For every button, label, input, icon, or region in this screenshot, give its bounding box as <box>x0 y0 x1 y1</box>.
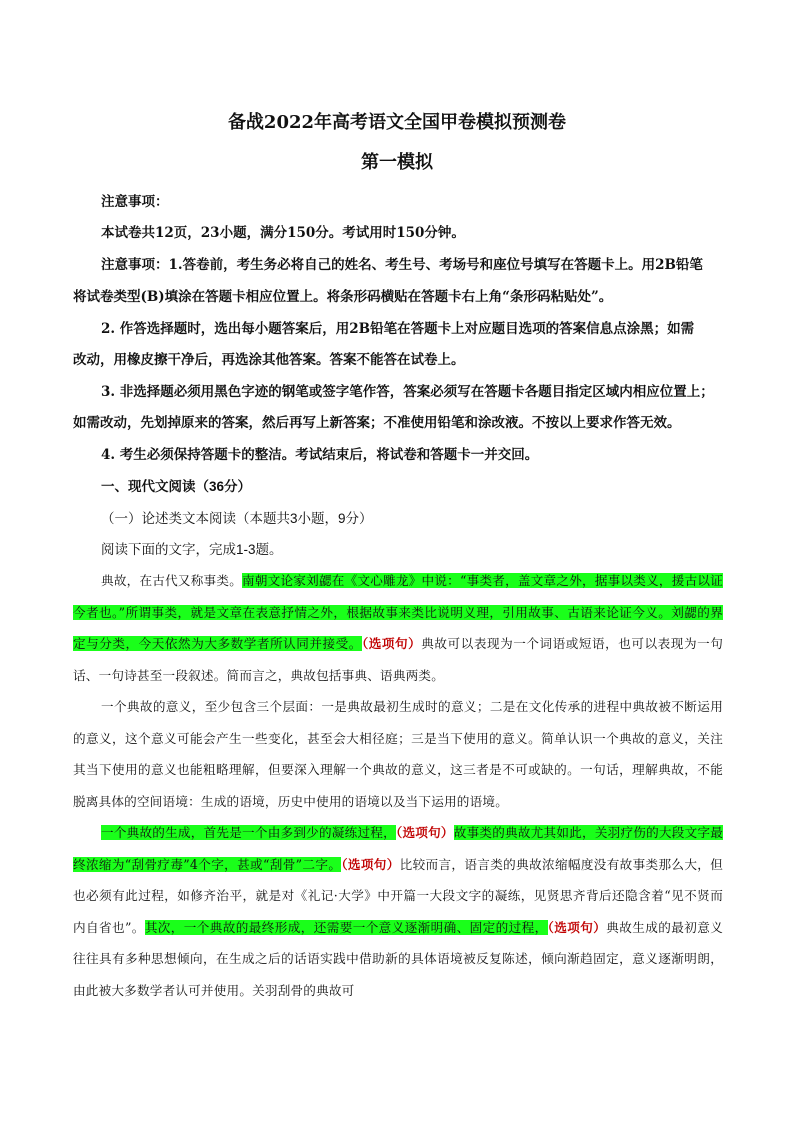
section-heading: 一、现代文阅读（36分） <box>101 479 252 494</box>
notice-item-1b: 将试卷类型(B)填涂在答题卡相应位置上。将条形码横贴在答题卡右上角“条形码粘贴处”。 <box>73 289 613 305</box>
notice-item-3b: 如需改动，先划掉原来的答案，然后再写上新答案；不准使用铅笔和涂改液。不按以上要求作答无效。 <box>73 415 681 431</box>
passage-text: 一个典故的意义，至少包含三个层面：一是典故最初生成时的意义；二是在文化传承的进程中典故被不断运用的意义，这个意义可能会产生一些变化，甚至会大相径庭；三是当下使用的意义。简单认识一个典故的意义，关注其当下使用的意义也能粗略理解，但要深入理解一个典故的意义，这三者是不可或缺的。一句话，理解典故，不能脱离具体的空间语境：生成的语境，历史中使用的语境以及当下运用的语境。 <box>73 699 723 809</box>
passage-text: 比较而言，语言类的典故浓缩幅度没有故事类那么大，但也必须有此过程，如修齐治平，就是对《礼记·大学》中开篇一大段文字的凝练，见贤思齐背后还隐含着“见不贤而内自省也”。 <box>73 856 724 935</box>
option-sentence-tag: （选项句） <box>395 825 454 840</box>
passage-paragraph-3 <box>73 817 723 1007</box>
notice-item-3a: 3. 非选择题必须用黑色字迹的钢笔或签字笔作答，答案必须写在答题卡各题目指定区域内相应位置上； <box>101 384 714 400</box>
exam-title: 备战2022年高考语文全国甲卷模拟预测卷 <box>227 112 567 133</box>
passage-text: 典故生成的最初意义往往具有多种思想倾向，在生成之后的话语实践中借助新的具体语境被反复陈述，倾向渐趋固定，意义逐渐明朗，由此被大多数学者认可并使用。关羽刮骨的典故可 <box>73 919 724 998</box>
notice-item-2b: 改动，用橡皮擦干净后，再选涂其他答案。答案不能答在试卷上。 <box>73 352 465 368</box>
option-sentence-tag: （选项句） <box>341 856 400 872</box>
notice-summary: 本试卷共12页，23小题，满分150分。考试用时150分钟。 <box>101 225 465 241</box>
notice-item-1a: 注意事项：1.答卷前，考生务必将自己的姓名、考生号、考场号和座位号填写在答题卡上。用2B铅笔 <box>101 257 703 273</box>
passage-text: 典故可以表现为一个词语或短语，也可以表现为一句话、一句诗甚至一段叙述。简而言之，典故包括事典、语典两类。 <box>73 636 724 683</box>
passage-paragraph-2 <box>73 691 723 817</box>
notice-item-4: 4. 考生必须保持答题卡的整洁。考试结束后，将试卷和答题卡一并交回。 <box>101 447 539 463</box>
option-sentence-tag: （选项句） <box>361 636 422 652</box>
option-sentence-tag: （选项句） <box>547 919 607 935</box>
section-sub-heading: （一）论述类文本阅读（本题共3小题，9分） <box>101 511 373 526</box>
exam-subtitle: 第一模拟 <box>361 152 433 173</box>
passage-paragraph-1 <box>73 565 723 691</box>
highlighted-sentence: 故事类的典故尤其如此，关羽疗伤的大段文字最终浓缩为“刮骨疗毒”4个字，甚或“刮骨”二字。 <box>73 825 724 872</box>
passage-text: 典故，在古代又称事类。 <box>101 573 243 588</box>
section-instruction: 阅读下面的文字，完成1-3题。 <box>101 542 283 557</box>
notice-item-2a: 2. 作答选择题时，选出每小题答案后，用2B铅笔在答题卡上对应题目选项的答案信息点涂黑；如需 <box>101 321 695 337</box>
highlighted-quote: 南朝文论家刘勰在《文心雕龙》中说：“事类者，盖文章之外，据事以类义，援古以证今者也。”所谓事类，就是文章在表意抒情之外，根据故事来类比说明义理，引用故事、古语来论证今义。刘勰的界定与分类，今天依然为大多数学者所认同并接受。 <box>73 573 724 652</box>
highlighted-sentence: 一个典故的生成，首先是一个由多到少的凝练过程， <box>101 825 396 840</box>
notice-heading: 注意事项： <box>101 194 169 210</box>
highlighted-sentence: 其次，一个典故的最终形成，还需要一个意义逐渐明确、固定的过程， <box>144 919 548 935</box>
